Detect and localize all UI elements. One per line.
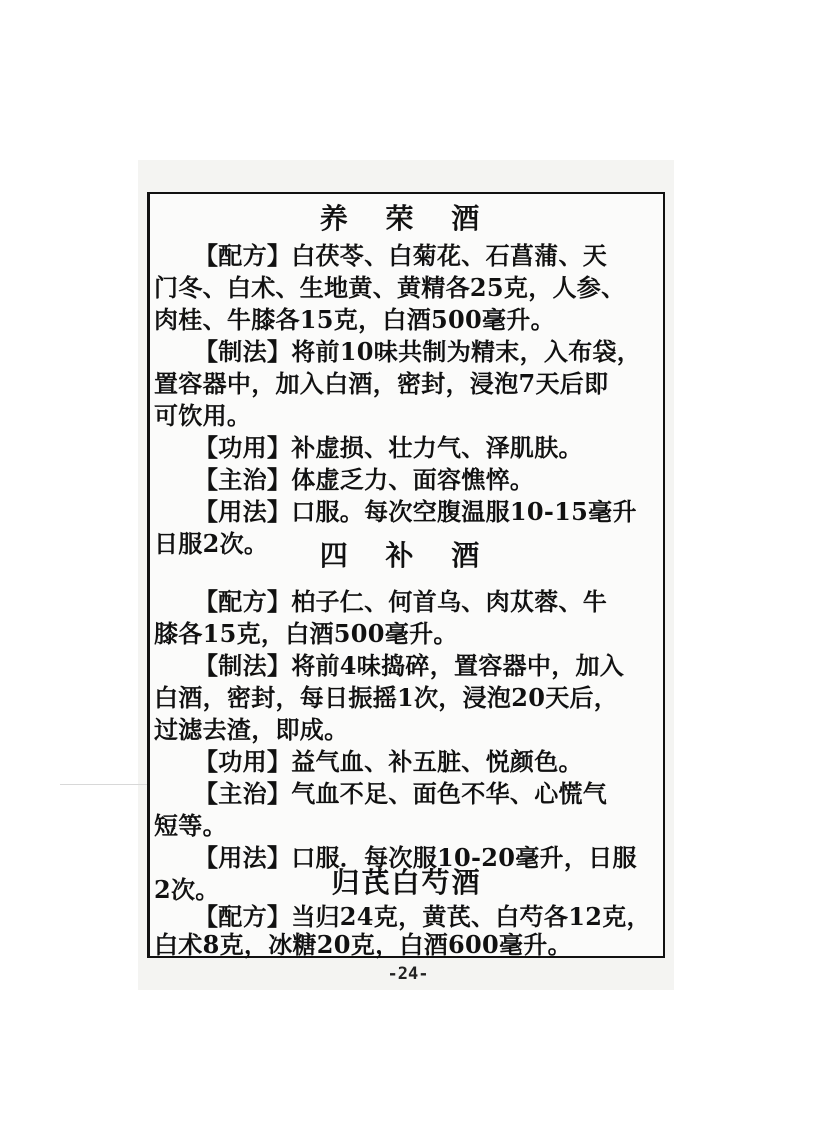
text-line: 短等。 bbox=[154, 811, 227, 840]
page-number: -24- bbox=[387, 964, 429, 984]
text-line: 【制法】将前10味共制为精末，入布袋， bbox=[194, 337, 642, 366]
text-line: 【配方】当归24克，黄芪、白芍各12克， bbox=[194, 902, 651, 931]
text-line: 置容器中，加入白酒，密封，浸泡7天后即 bbox=[154, 369, 609, 398]
section-title-yangrong: 养 荣 酒 bbox=[319, 202, 494, 235]
text-line: 【用法】口服．每次服10-20毫升，日服 bbox=[194, 843, 637, 872]
text-line: 肉桂、牛膝各15克，白酒500毫升。 bbox=[154, 305, 555, 334]
text-line: 【用法】口服。每次空腹温服10-15毫升 bbox=[194, 497, 637, 526]
page-frame bbox=[147, 192, 665, 958]
text-line: 【功用】益气血、补五脏、悦颜色。 bbox=[194, 747, 583, 776]
text-line: 【主治】气血不足、面色不华、心慌气 bbox=[194, 779, 608, 808]
scan-artifact-line bbox=[60, 784, 150, 785]
text-line: 门冬、白术、生地黄、黄精各25克，人参、 bbox=[154, 273, 626, 302]
text-line: 【主治】体虚乏力、面容憔悴。 bbox=[194, 465, 535, 494]
text-line: 【配方】柏子仁、何首乌、肉苁蓉、牛 bbox=[194, 587, 608, 616]
text-line: 2次。 bbox=[154, 875, 220, 904]
text-line: 【功用】补虚损、壮力气、泽肌肤。 bbox=[194, 433, 583, 462]
text-line: 白酒，密封，每日振摇1次，浸泡20天后， bbox=[154, 683, 619, 712]
text-line: 【配方】白茯苓、白菊花、石菖蒲、天 bbox=[194, 241, 608, 270]
text-line: 膝各15克，白酒500毫升。 bbox=[154, 619, 458, 648]
section-title-guiqi: 归芪白芍酒 bbox=[331, 866, 482, 899]
section-title-sibu: 四 补 酒 bbox=[319, 539, 494, 572]
text-line: 可饮用。 bbox=[154, 401, 252, 430]
text-line: 日服2次。 bbox=[154, 529, 269, 558]
text-line: 过滤去渣，即成。 bbox=[154, 715, 349, 744]
text-line: 【制法】将前4味捣碎，置容器中，加入 bbox=[194, 651, 625, 680]
text-line: 白术8克，冰糖20克，白酒600毫升。 bbox=[154, 930, 572, 959]
